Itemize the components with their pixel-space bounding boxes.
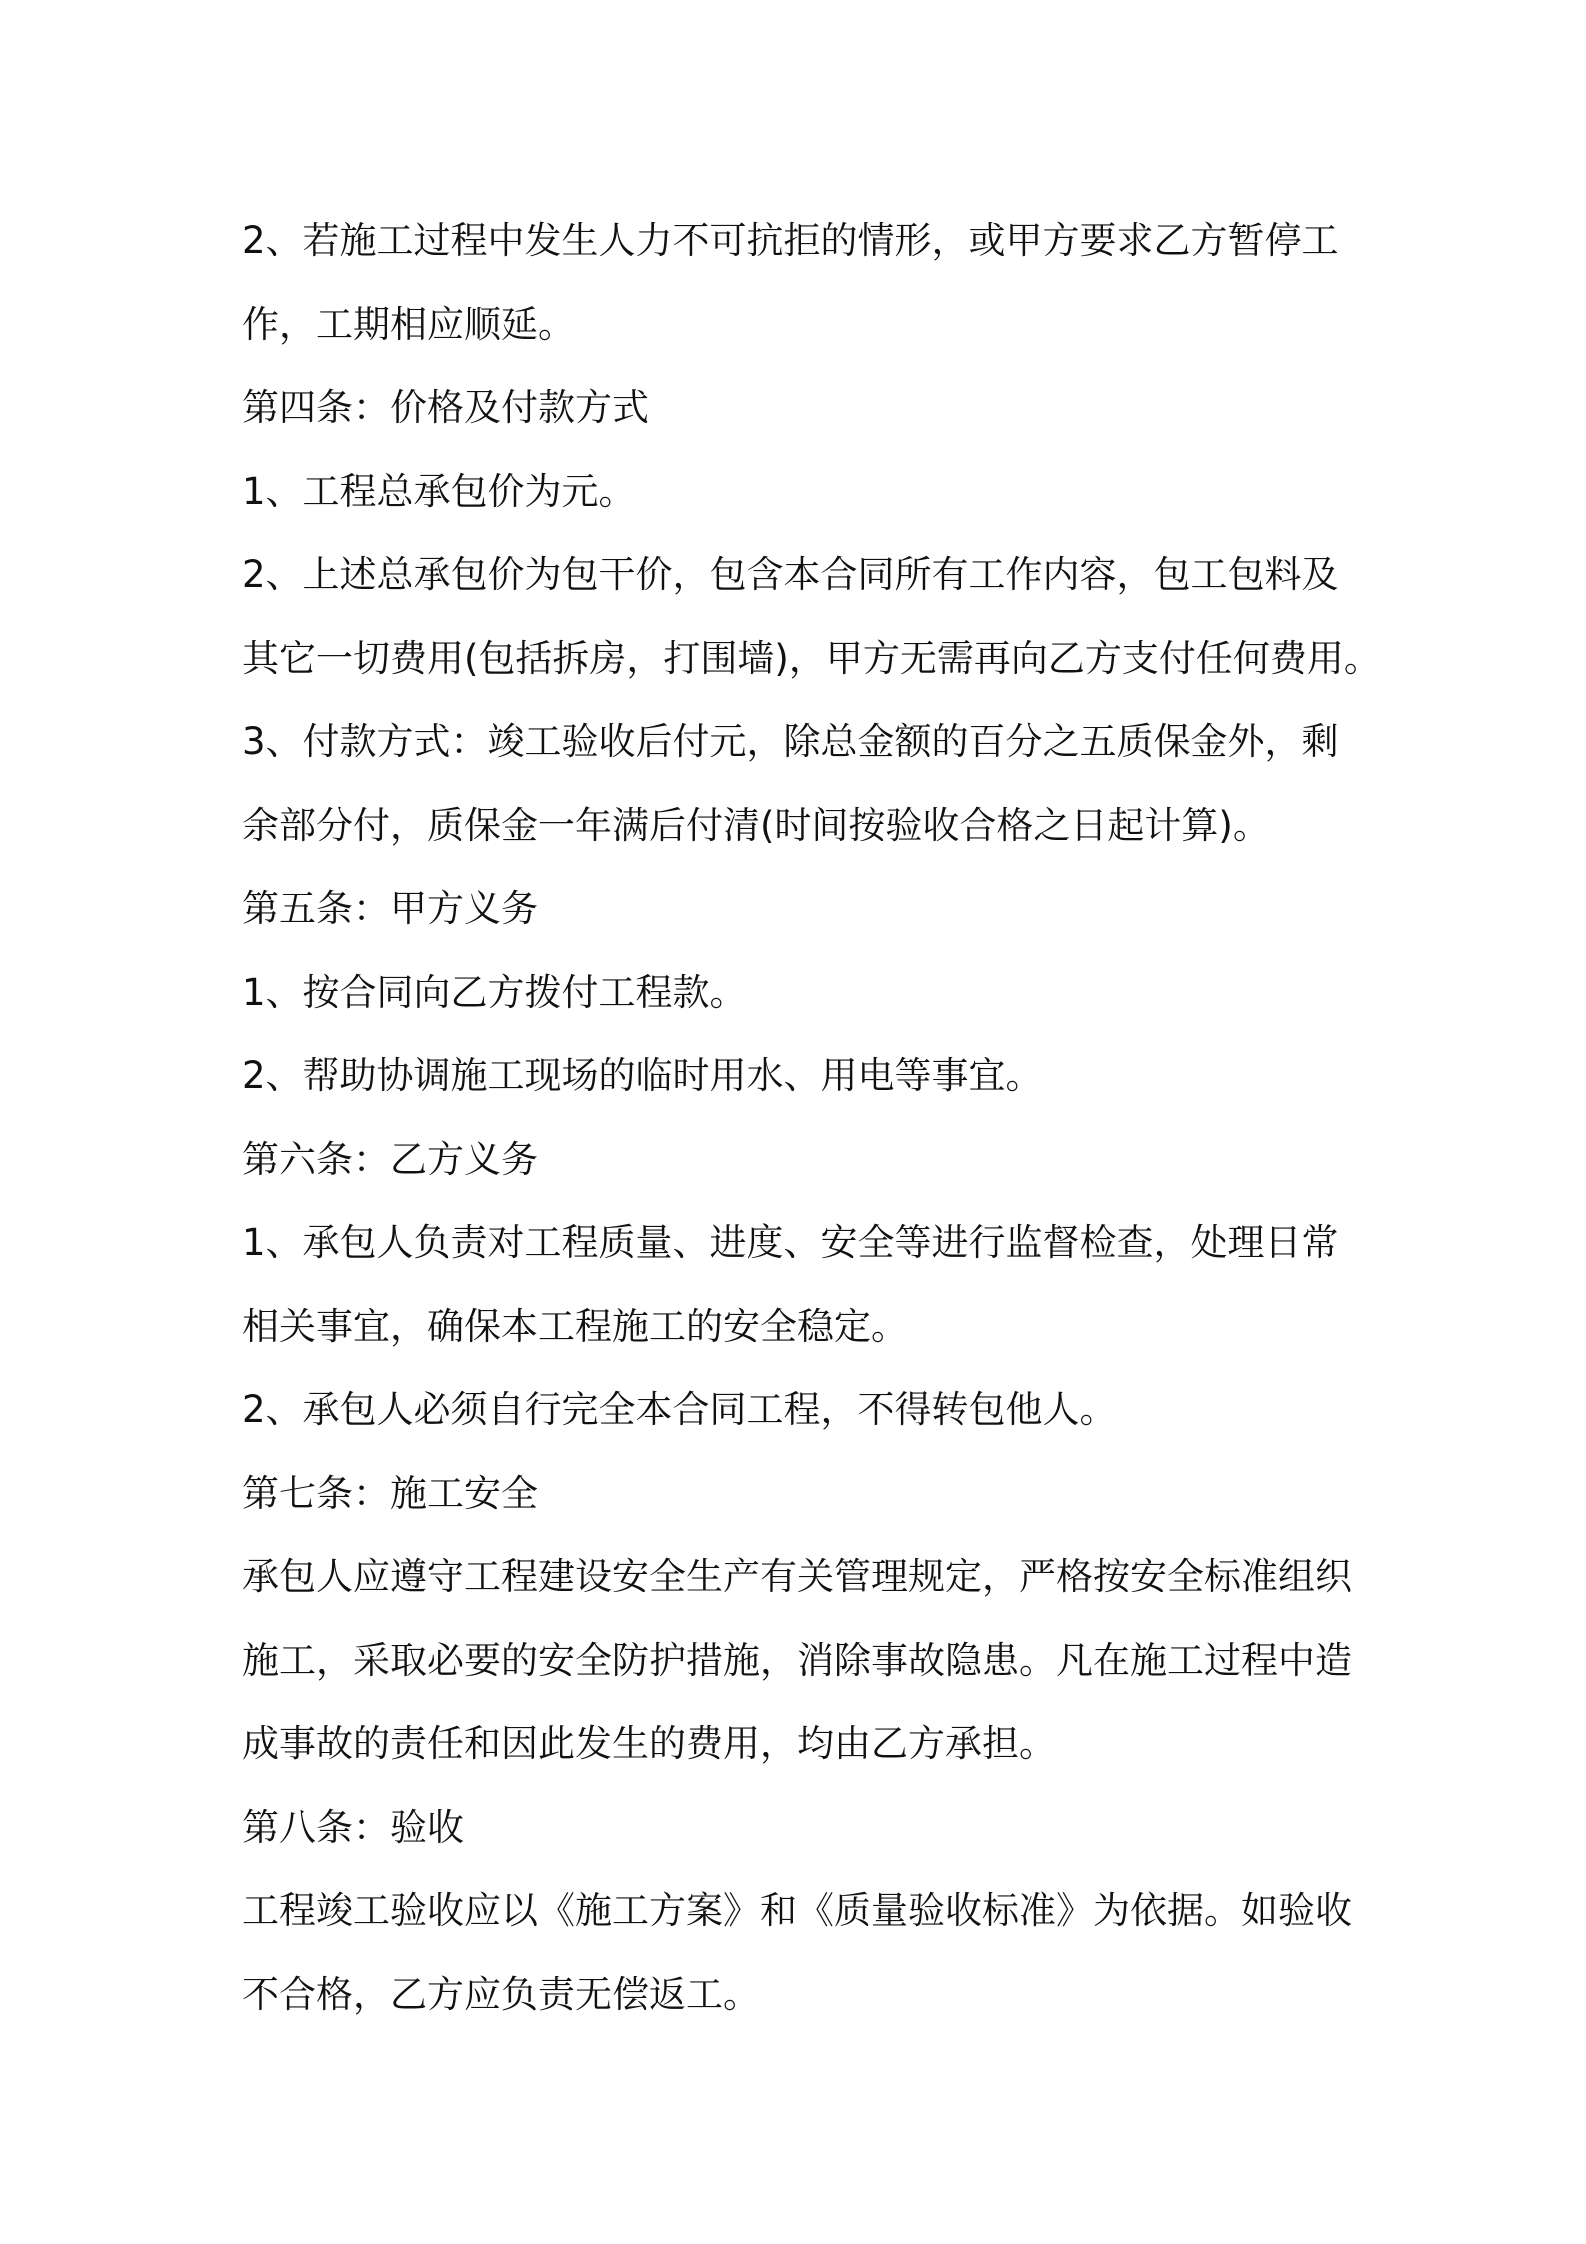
paragraph-line: 1、按合同向乙方拨付工程款。 <box>242 970 747 1014</box>
article-heading: 第六条：乙方义务 <box>242 1137 538 1181</box>
article-heading: 第七条：施工安全 <box>242 1471 538 1515</box>
paragraph-line: 不合格，乙方应负责无偿返工。 <box>242 1972 760 2016</box>
paragraph-line: 1、工程总承包价为元。 <box>242 469 636 513</box>
paragraph-line: 2、帮助协调施工现场的临时用水、用电等事宜。 <box>242 1054 1043 1097</box>
paragraph-line: 承包人应遵守工程建设安全生产有关管理规定，严格按安全标准组织 <box>242 1555 1352 1598</box>
paragraph-line: 2、承包人必须自行完全本合同工程，不得转包他人。 <box>242 1388 1117 1431</box>
article-heading: 第八条：验收 <box>242 1805 464 1849</box>
paragraph-line: 3、付款方式：竣工验收后付元，除总金额的百分之五质保金外，剩 <box>242 720 1339 763</box>
article-heading: 第五条：甲方义务 <box>242 887 538 930</box>
article-heading: 第四条：价格及付款方式 <box>242 386 649 429</box>
contract-body-text <box>242 199 1381 2036</box>
paragraph-line: 2、若施工过程中发生人力不可抗拒的情形，或甲方要求乙方暂停工 <box>242 219 1339 262</box>
paragraph-line: 工程竣工验收应以《施工方案》和《质量验收标准》为依据。如验收 <box>242 1889 1352 1932</box>
paragraph-line: 相关事宜，确保本工程施工的安全稳定。 <box>242 1304 908 1348</box>
paragraph-line: 作，工期相应顺延。 <box>242 302 575 346</box>
paragraph-line: 其它一切费用(包括拆房，打围墙)，甲方无需再向乙方支付任何费用。 <box>242 636 1381 680</box>
paragraph-line: 余部分付，质保金一年满后付清(时间按验收合格之日起计算)。 <box>242 803 1270 847</box>
paragraph-line: 1、承包人负责对工程质量、进度、安全等进行监督检查，处理日常 <box>242 1221 1339 1264</box>
paragraph-line: 2、上述总承包价为包干价，包含本合同所有工作内容，包工包料及 <box>242 553 1339 596</box>
paragraph-line: 成事故的责任和因此发生的费用，均由乙方承担。 <box>242 1722 1056 1765</box>
paragraph-line: 施工，采取必要的安全防护措施，消除事故隐患。凡在施工过程中造 <box>242 1638 1352 1682</box>
